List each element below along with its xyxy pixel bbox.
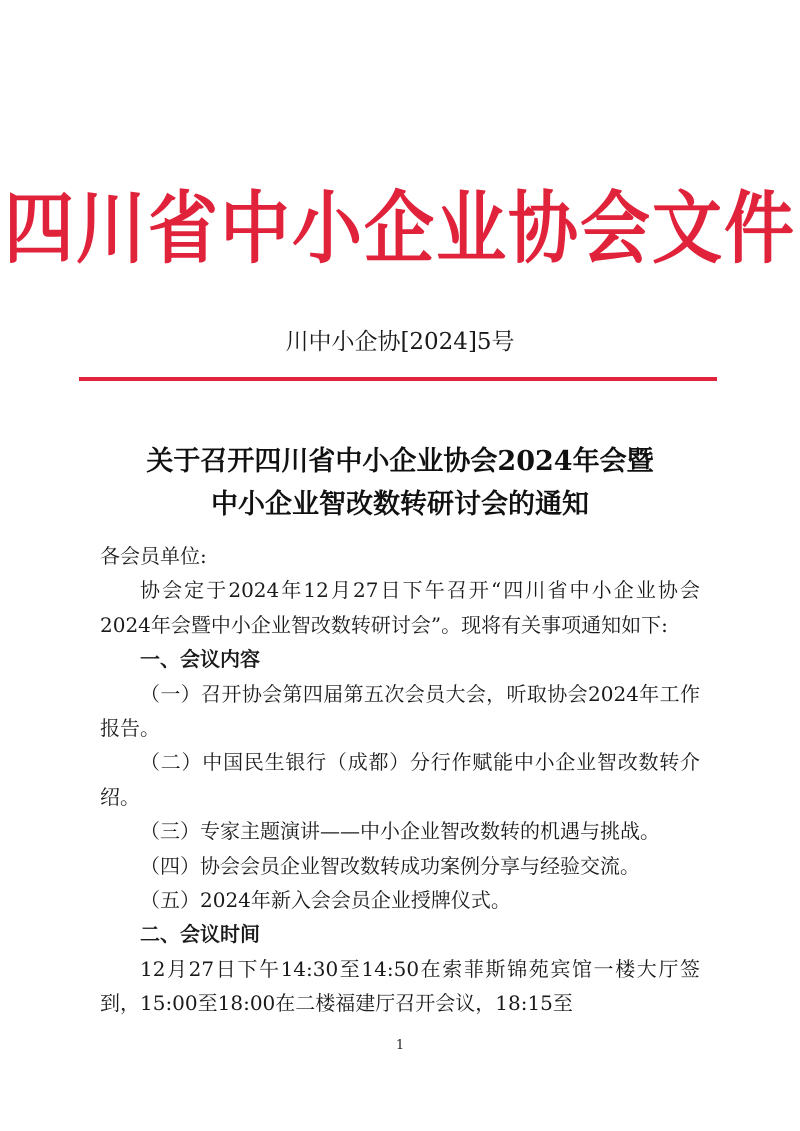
content-item-3: （三）专家主题演讲——中小企业智改数转的机遇与挑战。 (140, 819, 660, 844)
subject-line-1: 关于召开四川省中小企业协会2024年会暨 (146, 446, 654, 477)
content-item-2: （二）中国民生银行（成都）分行作赋能中小企业智改数转介绍。 (100, 750, 700, 809)
content-item-4: （四）协会会员企业智改数转成功案例分享与经验交流。 (140, 853, 640, 878)
meeting-time-paragraph: 12月27日下午14:30至14:50在索菲斯锦苑宾馆一楼大厅签到，15:00至18:00在二楼福建厅召开会议，18:15至 (100, 956, 700, 1016)
notice-subject-title (0, 440, 800, 526)
page-number: 1 (395, 1038, 405, 1053)
notice-body (100, 539, 700, 1021)
intro-paragraph: 协会定于2024年12月27日下午召开“四川省中小企业协会2024年会暨中小企业智改数转研讨会”。现将有关事项通知如下: (100, 578, 700, 637)
subject-line-2: 中小企业智改数转研讨会的通知 (211, 489, 589, 520)
section-heading-meeting-content: 一、会议内容 (140, 647, 260, 672)
content-item-5: （五）2024年新入会会员企业授牌仪式。 (140, 888, 511, 913)
salutation: 各会员单位: (100, 544, 207, 568)
red-separator-line (79, 377, 717, 381)
content-item-1: （一）召开协会第四届第五次会员大会，听取协会2024年工作报告。 (100, 681, 700, 741)
section-heading-meeting-time: 二、会议时间 (140, 922, 260, 947)
document-number: 川中小企协[2024]5号 (285, 329, 515, 355)
document-red-header-title: 四川省中小企业协会文件 (4, 181, 796, 275)
